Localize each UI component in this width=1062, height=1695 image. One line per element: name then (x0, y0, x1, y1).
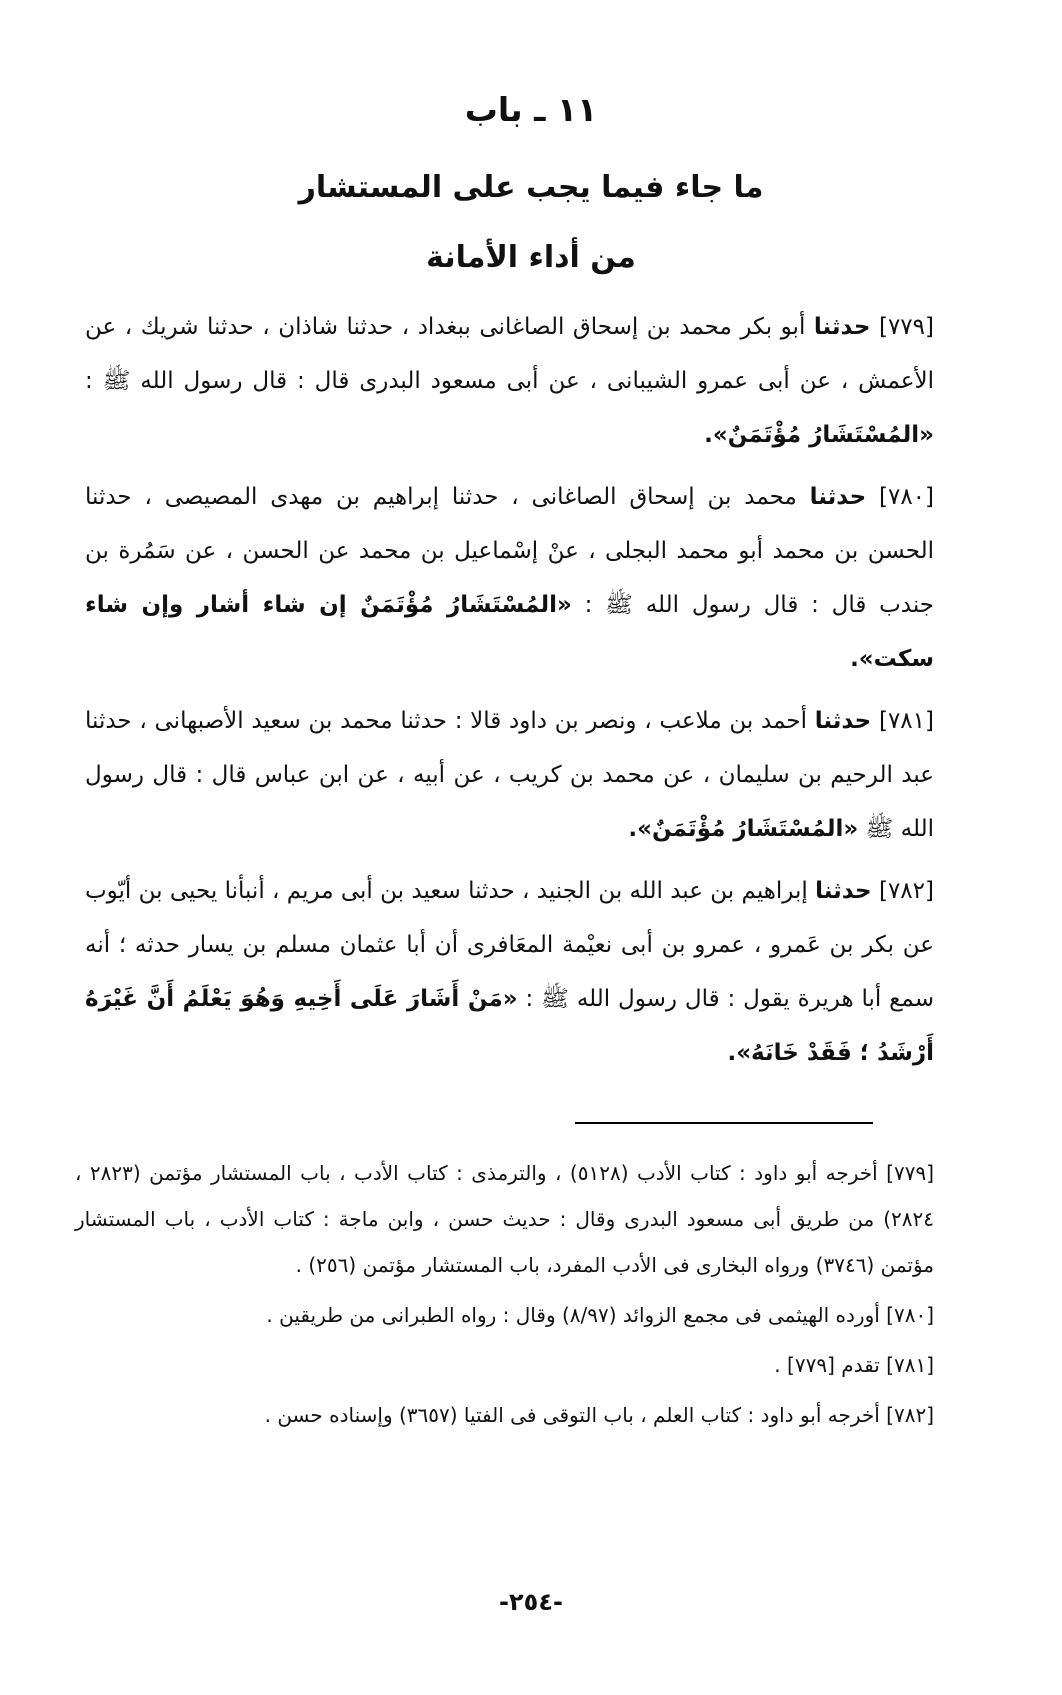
hadith-780 (85, 470, 934, 686)
hadith-list (85, 300, 934, 1088)
hadith-matn: «المُسْتَشَارُ مُؤْتَمَنٌ». (704, 422, 934, 448)
haddathana-word: حدثنا (814, 708, 872, 734)
hadith-matn: «المُسْتَشَارُ مُؤْتَمَنٌ». (628, 816, 859, 842)
page-number: -٢٥٤- (499, 1588, 563, 1616)
hadith-number: [٧٨١] (878, 708, 934, 734)
footnote-782: [٧٨٢] أخرجه أبو داود : كتاب العلم ، باب التوقى فى الفتيا (٣٦٥٧) وإسناده حسن . (264, 1403, 934, 1427)
footnote-780: [٧٨٠] أورده الهيثمى فى مجمع الزوائد (٨/٩٧) وقال : رواه الطبرانى من طريقين . (266, 1303, 934, 1327)
hadith-isnad: أبو بكر محمد بن إسحاق الصاغانى ببغداد ، حدثنا شاذان ، حدثنا شريك ، عن الأعمش ، عن أبى عمرو الشيبانى ، عن أبى مسعود البدرى قال : قال رسول الله ﷺ : (85, 314, 934, 394)
hadith-isnad: محمد بن إسحاق الصاغانى ، حدثنا إبراهيم بن مهدى المصيصى ، حدثنا الحسن بن محمد أبو محمد البجلى ، عنْ إسْماعيل بن محمد عن الحسن ، عن سَمُرة بن جندب قال : قال رسول الله ﷺ : (85, 484, 934, 618)
haddathana-word: حدثنا (813, 314, 871, 340)
hadith-number: [٧٨٢] (878, 878, 934, 904)
hadith-isnad: أحمد بن ملاعب ، ونصر بن داود قالا : حدثنا محمد بن سعيد الأصبهانى ، حدثنا عبد الرحيم بن سليمان ، عن محمد بن كريب ، عن أبيه ، عن ابن عباس قال : قال رسول الله ﷺ (85, 708, 934, 842)
hadith-number: [٧٧٩] (878, 314, 934, 340)
chapter-title-line-1: ما جاء فيما يجب على المستشار (298, 170, 764, 205)
footnote-781: [٧٨١] تقدم [٧٧٩] . (774, 1353, 934, 1377)
haddathana-word: حدثنا (815, 878, 872, 904)
hadith-isnad: إبراهيم بن عبد الله بن الجنيد ، حدثنا سعيد بن أبى مريم ، أنبأنا يحيى بن أيّوب عن بكر بن عَمرو ، عمرو بن أبى نعيْمة المعَافرى أن أبا عثمان مسلم بن يسار حدثه ؛ أنه سمع أبا هريرة يقول : قال رسول الله ﷺ : (85, 878, 934, 1012)
footnotes (75, 1150, 934, 1442)
hadith-781 (85, 694, 934, 856)
footnote-779: [٧٧٩] أخرجه أبو داود : كتاب الأدب (٥١٢٨) ، والترمذى : كتاب الأدب ، باب المستشار مؤتمن (٢٨٢٣ ، ٢٨٢٤) من طريق أبى مسعود البدرى وقال : حديث حسن ، وابن ماجة : كتاب الأدب ، باب المستشار مؤتمن (٣٧٤٦) ورواه البخارى فى الأدب المفرد، باب المستشار مؤتمن (٢٥٦) . (75, 1161, 935, 1277)
hadith-779 (85, 300, 934, 462)
chapter-heading: ١١ ـ باب (464, 90, 598, 129)
hadith-matn: «المُسْتَشَارُ مُؤْتَمَنٌ إن شاء أشار وإن شاء سكت». (85, 592, 934, 672)
haddathana-word: حدثنا (809, 484, 867, 510)
chapter-title-line-2: من أداء الأمانة (426, 240, 636, 275)
footnote-divider (575, 1122, 873, 1124)
hadith-782 (85, 864, 934, 1080)
hadith-matn: «مَنْ أَشَارَ عَلَى أَخِيهِ وَهُوَ يَعْلَمُ أَنَّ غَيْرَهُ أَرْشَدُ ؛ فَقَدْ خَانَهُ». (85, 986, 934, 1066)
hadith-number: [٧٨٠] (878, 484, 935, 510)
